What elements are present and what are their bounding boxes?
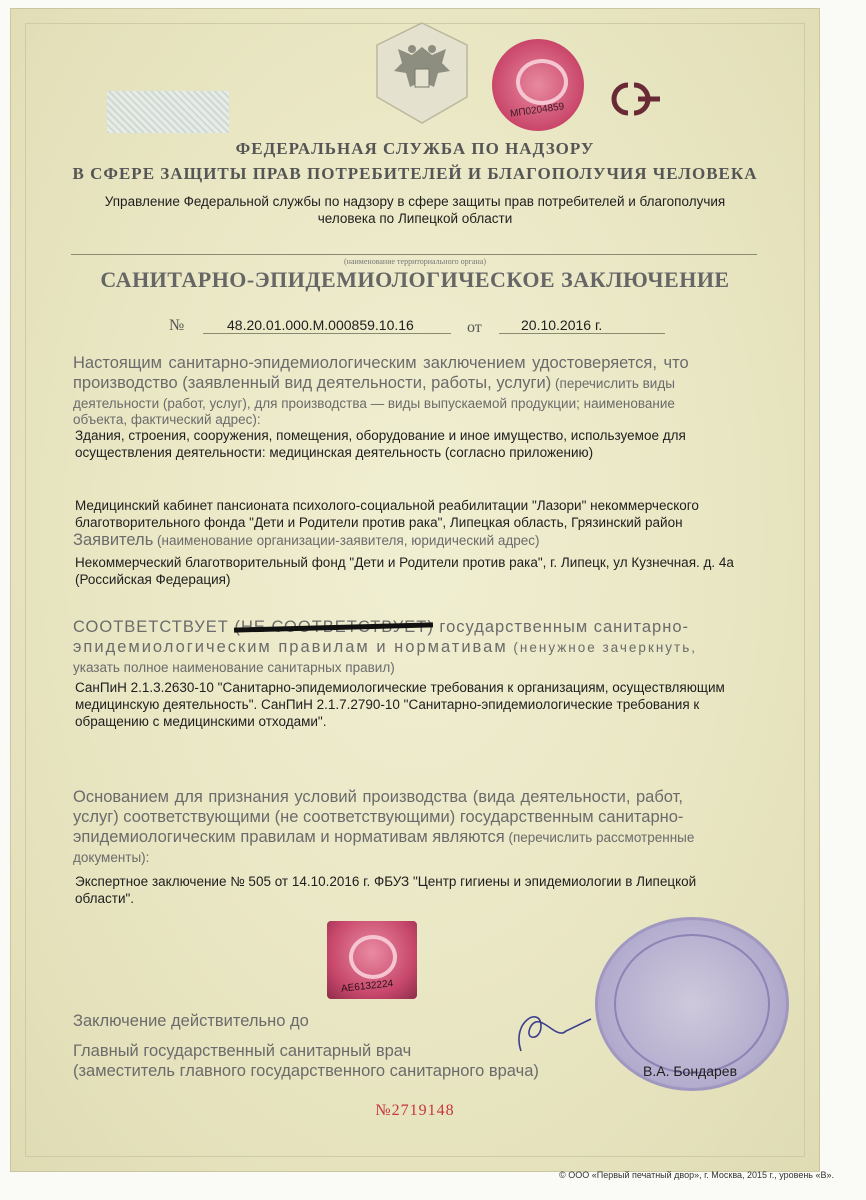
- valid-until-label: Заключение действительно до: [73, 1012, 309, 1030]
- hologram-code: МП0204859: [509, 101, 565, 120]
- rules-line1: СанПиН 2.1.3.2630-10 "Санитарно-эпидемиологические требования к организациям, осуществляющим: [75, 680, 725, 695]
- conclusion-number: 48.20.01.000.М.000859.10.16: [227, 317, 414, 333]
- authority-underline: [71, 254, 757, 255]
- intro-line2: производство (заявленный вид деятельности, работы, услуги) (перечислить виды: [73, 374, 675, 392]
- basis-line3: эпидемиологическим правилам и нормативам являются (перечислить рассмотренные: [73, 828, 695, 846]
- object-line2: благотворительного фонда "Дети и Родители против рака", Липецкая область, Грязинский район: [75, 515, 683, 530]
- intro-line4: объекта, фактический адрес):: [73, 412, 261, 427]
- hologram-sticker-bottom: [327, 921, 417, 999]
- document-line1: Экспертное заключение № 505 от 14.10.2016 г. ФБУЗ "Центр гигиены и эпидемиологии в Липецкой: [75, 874, 697, 889]
- doctor-title-line2: (заместитель главного государственного санитарного врача): [73, 1062, 539, 1080]
- activity-line1: Здания, строения, сооружения, помещения, оборудование и иное имущество, используемое для: [75, 428, 686, 443]
- authority-line2: человека по Липецкой области: [317, 211, 513, 226]
- compliance-line1: СООТВЕТСТВУЕТ государственным санитарно-: [73, 618, 690, 636]
- applicant-line1: Некоммерческий благотворительный фонд "Дети и Родители против рака", г. Липецк, ул Кузнечная. д. 4а: [75, 555, 734, 570]
- applicant-line2: (Российская Федерация): [75, 572, 231, 587]
- hologram-emblem-icon: [349, 935, 397, 979]
- hologram-sticker-top: [492, 39, 584, 131]
- printer-imprint: © ООО «Первый печатный двор», г. Москва, 2015 г., уровень «В».: [559, 1170, 834, 1180]
- number-label: №: [169, 317, 185, 334]
- hologram-emblem-icon: [516, 59, 568, 105]
- document-title: САНИТАРНО-ЭПИДЕМИОЛОГИЧЕСКОЕ ЗАКЛЮЧЕНИЕ: [100, 267, 730, 292]
- basis-line4: документы):: [73, 850, 150, 865]
- service-title-line2: В СФЕРЕ ЗАЩИТЫ ПРАВ ПОТРЕБИТЕЛЕЙ И БЛАГОПОЛУЧИЯ ЧЕЛОВЕКА: [72, 164, 758, 183]
- object-line1: Медицинский кабинет пансионата психолого-социальной реабилитации "Лазори" некоммерческого: [75, 498, 699, 513]
- hologram-code-bottom: АЕ6132224: [340, 978, 394, 995]
- number-underline: [203, 333, 451, 334]
- doctor-title-line1: Главный государственный санитарный врач: [73, 1042, 412, 1060]
- compliance-line3: указать полное наименование санитарных правил): [73, 660, 395, 675]
- intro-line1: Настоящим санитарно-эпидемиологическим заключением удостоверяется, что: [73, 354, 689, 372]
- intro-line3: деятельности (работ, услуг), для производства — виды выпускаемой продукции; наименование: [73, 396, 675, 411]
- coat-of-arms-emblem: [367, 19, 477, 129]
- rules-line3: обращению с медицинскими отходами".: [75, 714, 327, 729]
- conformity-mark-icon: [598, 79, 668, 119]
- seal-ring: [614, 934, 770, 1074]
- struck-out-option: [234, 618, 433, 636]
- authority-caption: (наименование территориального органа): [344, 257, 486, 266]
- basis-line2: услуг) соответствующими (не соответствующими) государственным санитарно-: [73, 808, 684, 826]
- date-underline: [499, 333, 665, 334]
- basis-line1: Основанием для признания условий производства (вида деятельности, работ,: [73, 788, 683, 806]
- certificate-sheet: [10, 8, 820, 1172]
- rules-line2: медицинскую деятельность". СанПиН 2.1.7.2790-10 "Санитарно-эпидемиологические требования к: [75, 697, 700, 712]
- complies-word: СООТВЕТСТВУЕТ: [73, 618, 229, 636]
- compliance-line2: эпидемиологическим правилам и нормативам (ненужное зачеркнуть,: [73, 638, 698, 656]
- handwritten-signature: [511, 1001, 601, 1061]
- service-title-line1: ФЕДЕРАЛЬНАЯ СЛУЖБА ПО НАДЗОРУ: [235, 139, 595, 158]
- applicant-heading: Заявитель (наименование организации-заявителя, юридический адрес): [73, 531, 540, 549]
- date-label: от: [467, 319, 482, 336]
- authority-line1: Управление Федеральной службы по надзору в сфере защиты прав потребителей и благополучия: [104, 194, 726, 209]
- activity-line2: осуществления деятельности: медицинская деятельность (согласно приложению): [75, 445, 594, 460]
- form-serial-number: №2719148: [375, 1102, 455, 1119]
- document-line2: области".: [75, 891, 135, 906]
- conclusion-date: 20.10.2016 г.: [521, 317, 603, 333]
- hologram-strip: [107, 91, 229, 133]
- signer-name: В.А. Бондарев: [643, 1063, 738, 1079]
